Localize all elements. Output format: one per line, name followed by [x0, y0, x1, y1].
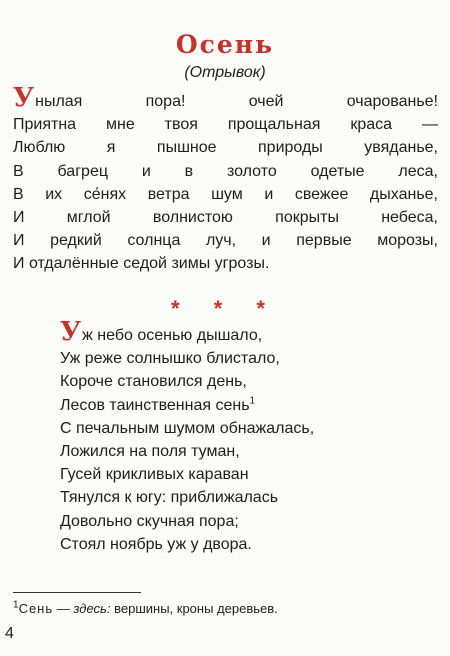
footnote-term: Сень: [18, 601, 54, 616]
poem-title: Осень: [175, 30, 275, 59]
poem-line: Гусей крикливых караван: [60, 466, 249, 484]
line-text: Лесов таинственная сень: [60, 396, 250, 414]
poem-line: В багрец и в золото одетые леса,: [13, 162, 438, 180]
footnote-marker: 1: [249, 395, 256, 407]
stanza-onegin-excerpt: [60, 317, 420, 556]
drop-cap: У: [13, 83, 35, 113]
stanza-autumn-excerpt: [13, 83, 438, 276]
poem-subtitle: (Отрывок): [184, 64, 266, 81]
poem-line: Тянулся к югу: приближалась: [60, 489, 279, 507]
poem-line: Короче становился день,: [60, 373, 247, 391]
section-separator-stars: * * *: [171, 296, 279, 321]
poem-line: И редкий солнца луч, и первые морозы,: [13, 232, 438, 250]
poem-line: Стоял ноябрь уж у двора.: [60, 535, 252, 553]
line-text: ж небо осенью дышало,: [82, 327, 263, 344]
poem-line: В их се́нях ветра шум и свежее дыханье,: [13, 185, 438, 203]
poem-line: Ложился на поля туман,: [60, 443, 240, 461]
poem-line: [60, 394, 420, 417]
drop-cap: У: [60, 317, 82, 347]
poem-line: Уж реже солнышко блистало,: [60, 350, 280, 368]
page-number: 4: [5, 625, 14, 642]
footnote-divider: [13, 592, 141, 593]
footnote-number: 1: [13, 599, 19, 611]
poem-line: [60, 317, 420, 347]
footnote-text: вершины, кроны деревьев.: [110, 601, 278, 616]
poem-line: И отдалённые седой зимы угрозы.: [13, 255, 270, 273]
line-text: нылая пора! очей очарованье!: [35, 93, 438, 110]
poem-line: Люблю я пышное природы увяданье,: [13, 139, 438, 157]
poem-line: [13, 83, 438, 113]
poem-line: Довольно скучная пора;: [60, 512, 239, 530]
footnote-qualifier: здесь:: [73, 601, 111, 616]
poem-line: И мглой волнистою покрыты небеса,: [13, 209, 438, 227]
poem-line: С печальным шумом обнажалась,: [60, 419, 315, 437]
footnote-dash: —: [53, 601, 74, 616]
poem-line: Приятна мне твоя прощальная краса —: [13, 116, 438, 134]
footnote: [13, 601, 278, 616]
